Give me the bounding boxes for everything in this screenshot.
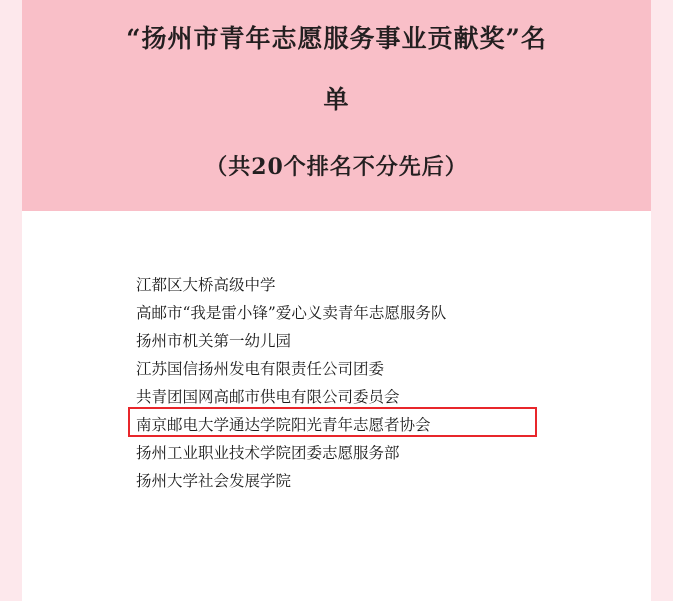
award-list (22, 271, 651, 495)
page-title-line-1: “扬州市青年志愿服务事业贡献奖”名 (126, 24, 547, 53)
list-item-label: 南京邮电大学通达学院阳光青年志愿者协会 (136, 416, 431, 434)
left-margin-band (0, 0, 22, 601)
document-content (22, 0, 651, 601)
page-title-line-2: 单 (323, 85, 350, 114)
list-item-highlighted (22, 411, 651, 439)
list-item: 扬州大学社会发展学院 (136, 472, 292, 490)
list-item: 扬州工业职业技术学院团委志愿服务部 (136, 444, 400, 462)
right-margin-band (651, 0, 673, 601)
list-item: 共青团国网高邮市供电有限公司委员会 (136, 388, 400, 406)
title-banner (22, 0, 651, 211)
list-item: 扬州市机关第一幼儿园 (136, 332, 292, 350)
list-item: 高邮市“我是雷小锋”爱心义卖青年志愿服务队 (136, 304, 447, 322)
list-item: 江都区大桥高级中学 (136, 276, 276, 294)
page-subtitle: （共20个排名不分先后） (205, 154, 468, 180)
list-item: 江苏国信扬州发电有限责任公司团委 (136, 360, 385, 378)
award-list-area (22, 211, 651, 495)
